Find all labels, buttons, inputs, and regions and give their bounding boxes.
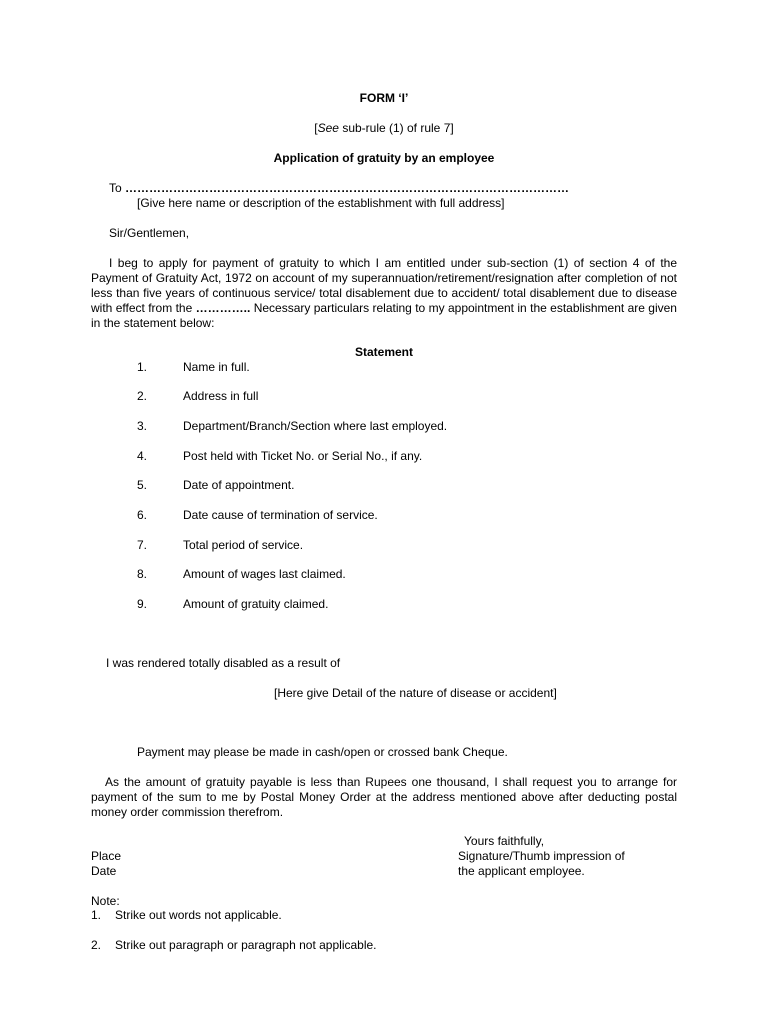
to-line	[109, 181, 569, 196]
money-order-paragraph: As the amount of gratuity payable is less than Rupees one thousand, I shall request you to arrange for payment of the sum to me by Postal Money Order at the address mentioned above after deducting postal money order commission therefrom.	[91, 775, 677, 819]
note-label: Note:	[91, 894, 120, 908]
item-text: Name in full.	[183, 360, 250, 374]
item-number: 2.	[137, 389, 148, 403]
item-text: Amount of gratuity claimed.	[183, 597, 329, 611]
intro-paragraph	[91, 256, 677, 331]
note-number: 2.	[91, 938, 102, 952]
item-text: Date of appointment.	[183, 478, 295, 492]
item-number: 6.	[137, 508, 148, 522]
signature-line-2: the applicant employee.	[458, 864, 585, 878]
subrule-reference	[0, 121, 768, 136]
subrule-rest: sub-rule (1) of rule 7]	[338, 121, 454, 135]
date-label: Date	[91, 864, 117, 878]
signature-line-1: Signature/Thumb impression of	[458, 849, 625, 863]
item-number: 7.	[137, 538, 148, 552]
item-text: Post held with Ticket No. or Serial No., if any.	[183, 449, 423, 463]
intro-end: Necessary particulars relating to my appointment in the establishment are given in the statement below:	[91, 301, 677, 330]
item-text: Address in full	[183, 389, 259, 403]
subrule-see: See	[317, 121, 339, 135]
salutation: Sir/Gentlemen,	[109, 226, 190, 240]
disability-hint: [Here give Detail of the nature of disease or accident]	[274, 686, 557, 700]
note-number: 1.	[91, 908, 102, 922]
item-text: Total period of service.	[183, 538, 304, 552]
disability-line: I was rendered totally disabled as a result of	[106, 656, 341, 670]
intro-date-dots: …………..	[195, 301, 251, 315]
payment-line: Payment may please be made in cash/open or crossed bank Cheque.	[137, 745, 508, 759]
address-hint: [Give here name or description of the establishment with full address]	[137, 196, 505, 210]
to-dots: …………………………………………………………………………………………………	[125, 181, 570, 195]
item-text: Date cause of termination of service.	[183, 508, 378, 522]
form-heading: Application of gratuity by an employee	[273, 151, 495, 165]
item-text: Amount of wages last claimed.	[183, 567, 346, 581]
place-label: Place	[91, 849, 122, 863]
form-title: FORM ‘I’	[359, 91, 409, 105]
item-text: Department/Branch/Section where last employed.	[183, 419, 448, 433]
note-text: Strike out paragraph or paragraph not applicable.	[115, 938, 377, 952]
note-text: Strike out words not applicable.	[115, 908, 282, 922]
subrule-open: [	[314, 121, 318, 135]
item-number: 5.	[137, 478, 148, 492]
yours-faithfully: Yours faithfully,	[464, 834, 545, 848]
item-number: 9.	[137, 597, 148, 611]
statement-heading: Statement	[354, 345, 413, 359]
item-number: 4.	[137, 449, 148, 463]
item-number: 3.	[137, 419, 148, 433]
intro-start: I beg to apply for payment of gratuity to which I am entitled under sub-section (1) of section 4 of the Payment of Gratuity Act, 1972 on account of my superannuation/retirement/resignation after completion of not less than five years of continuous service/ total disablement due to accident/ total disablement due to disease with effect from the	[91, 256, 677, 315]
item-number: 8.	[137, 567, 148, 581]
item-number: 1.	[137, 360, 148, 374]
to-label: To	[109, 181, 122, 195]
